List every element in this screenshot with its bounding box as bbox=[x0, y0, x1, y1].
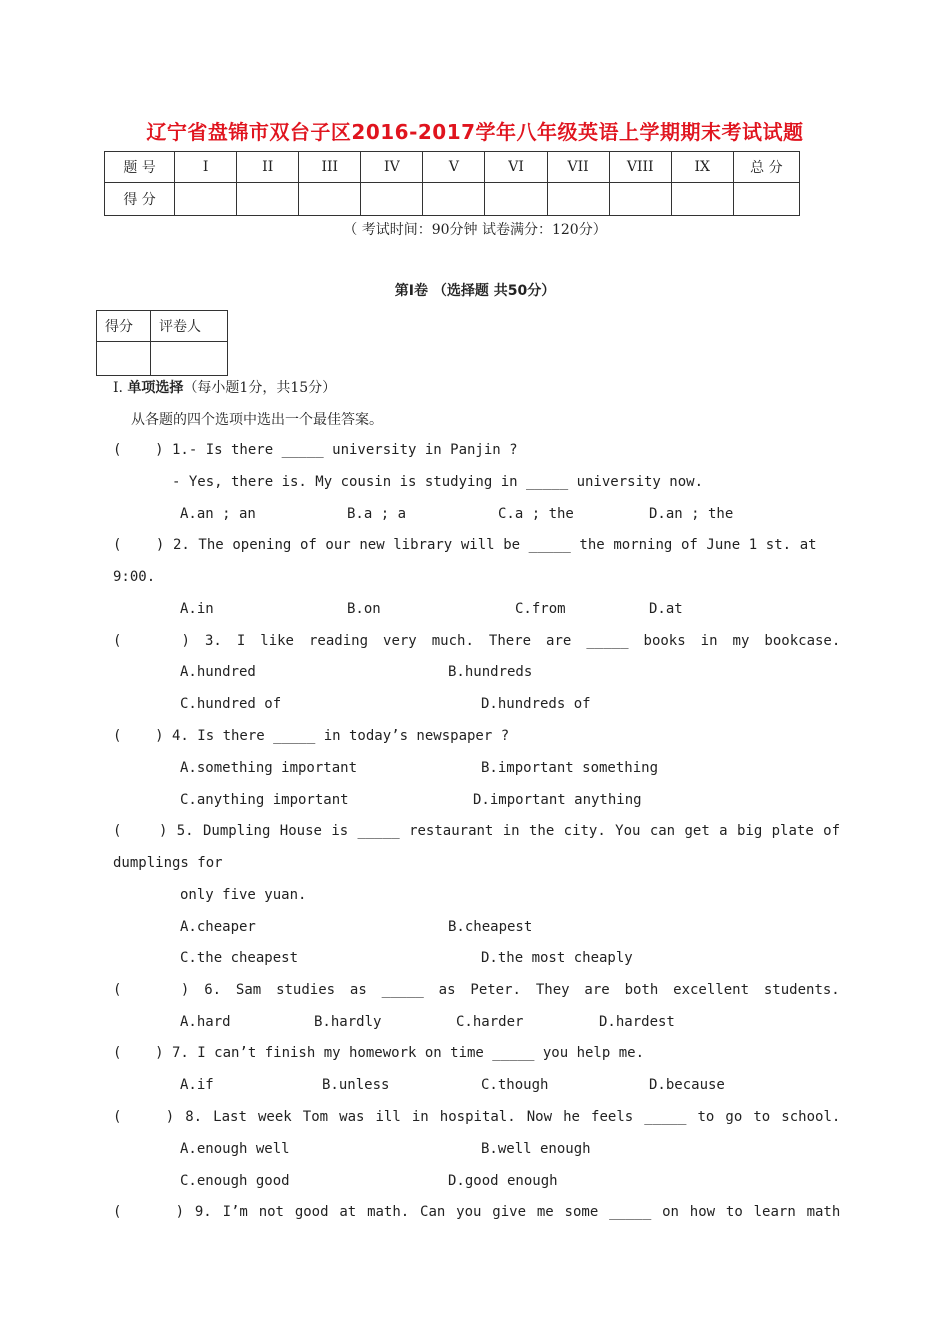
question-4-option-b: B.important something bbox=[481, 760, 659, 776]
question-4-option-a: A.something important bbox=[180, 760, 358, 776]
question-5-option-c: C.the cheapest bbox=[180, 950, 299, 966]
question-7-option-b: B.unless bbox=[322, 1077, 390, 1093]
section-instruction: 从各题的四个选项中选出一个最佳答案。 bbox=[131, 412, 383, 428]
question-4-line-1: ( ) 4. Is there _____ in today’s newspaper ? bbox=[113, 728, 510, 744]
question-1-option-d: D.an ; the bbox=[649, 506, 734, 522]
score-header-cell: VII bbox=[547, 152, 609, 183]
section-name: 单项选择 bbox=[127, 380, 184, 396]
question-6-option-c: C.harder bbox=[456, 1014, 524, 1030]
score-header-cell: II bbox=[237, 152, 299, 183]
question-9-line-1: ( ) 9. I’m not good at math. Can you give me some _____ on how to learn math bbox=[113, 1204, 841, 1220]
question-7-line-1: ( ) 7. I can’t finish my homework on time _____ you help me. bbox=[113, 1045, 645, 1061]
question-5-line-2: dumplings for bbox=[113, 855, 223, 871]
question-1-option-a: A.an ; an bbox=[180, 506, 256, 522]
volume-title: 第Ⅰ卷 （选择题 共50分） bbox=[394, 283, 556, 299]
question-3-option-c: C.hundred of bbox=[180, 696, 282, 712]
question-6-option-d: D.hardest bbox=[599, 1014, 675, 1030]
question-7-option-c: C.though bbox=[481, 1077, 549, 1093]
score-header-cell: IX bbox=[671, 152, 733, 183]
grader-score-cell bbox=[97, 342, 151, 376]
question-8-option-c: C.enough good bbox=[180, 1173, 290, 1189]
question-3-option-a: A.hundred bbox=[180, 664, 256, 680]
score-cell bbox=[609, 183, 671, 216]
question-3-line-1: ( ) 3. I like reading very much. There are _____ books in my bookcase. bbox=[113, 633, 841, 649]
score-table bbox=[104, 151, 800, 216]
question-7-option-d: D.because bbox=[649, 1077, 725, 1093]
question-2-option-a: A.in bbox=[180, 601, 214, 617]
question-3-option-b: B.hundreds bbox=[448, 664, 533, 680]
question-2-option-c: C.from bbox=[515, 601, 566, 617]
question-1-option-b: B.a ; a bbox=[347, 506, 407, 522]
document-title: 辽宁省盘锦市双台子区2016-2017学年八年级英语上学期期末考试试题 bbox=[146, 120, 804, 144]
score-header-cell: IV bbox=[361, 152, 423, 183]
question-4-option-c: C.anything important bbox=[180, 792, 349, 808]
grader-name-label: 评卷人 bbox=[151, 311, 228, 342]
question-8-line-1: ( ) 8. Last week Tom was ill in hospital. Now he feels _____ to go to school. bbox=[113, 1109, 841, 1125]
exam-time-info: （ 考试时间：90分钟 试卷满分：120分） bbox=[343, 222, 607, 238]
score-cell bbox=[237, 183, 299, 216]
question-5-line-1: ( ) 5. Dumpling House is _____ restaurant in the city. You can get a big plate of bbox=[113, 823, 841, 839]
question-8-option-d: D.good enough bbox=[448, 1173, 558, 1189]
score-cell bbox=[547, 183, 609, 216]
question-8-option-a: A.enough well bbox=[180, 1141, 290, 1157]
score-cell bbox=[299, 183, 361, 216]
question-1-line-2: - Yes, there is. My cousin is studying in _____ university now. bbox=[172, 474, 704, 490]
score-cell bbox=[175, 183, 237, 216]
score-cell bbox=[361, 183, 423, 216]
question-3-option-d: D.hundreds of bbox=[481, 696, 591, 712]
score-cell bbox=[733, 183, 799, 216]
score-header-cell: V bbox=[423, 152, 485, 183]
grader-score-label: 得分 bbox=[97, 311, 151, 342]
score-cell bbox=[671, 183, 733, 216]
section-number: I. bbox=[113, 380, 123, 396]
question-2-line-1: ( ) 2. The opening of our new library will be _____ the morning of June 1 st. at bbox=[113, 537, 817, 553]
score-header-cell: VIII bbox=[609, 152, 671, 183]
score-cell bbox=[485, 183, 547, 216]
question-1-line-1: ( ) 1.- Is there _____ university in Panjin ? bbox=[113, 442, 518, 458]
section-points: （每小题1分，共15分） bbox=[183, 380, 337, 396]
section-heading bbox=[113, 377, 336, 397]
grader-name-cell bbox=[151, 342, 228, 376]
question-2-option-d: D.at bbox=[649, 601, 683, 617]
question-2-option-b: B.on bbox=[347, 601, 381, 617]
question-5-option-b: B.cheapest bbox=[448, 919, 533, 935]
score-cell bbox=[423, 183, 485, 216]
score-header-cell: I bbox=[175, 152, 237, 183]
question-1-option-c: C.a ; the bbox=[498, 506, 574, 522]
question-5-line-3: only five yuan. bbox=[180, 887, 307, 903]
score-header-cell: 总 分 bbox=[733, 152, 799, 183]
question-4-option-d: D.important anything bbox=[473, 792, 642, 808]
score-row-label: 得 分 bbox=[105, 183, 175, 216]
question-5-option-a: A.cheaper bbox=[180, 919, 256, 935]
question-2-line-2: 9:00. bbox=[113, 569, 156, 585]
question-6-option-a: A.hard bbox=[180, 1014, 231, 1030]
question-8-option-b: B.well enough bbox=[481, 1141, 591, 1157]
question-6-line-1: ( ) 6. Sam studies as _____ as Peter. They are both excellent students. bbox=[113, 982, 840, 998]
question-7-option-a: A.if bbox=[180, 1077, 214, 1093]
question-5-option-d: D.the most cheaply bbox=[481, 950, 633, 966]
score-header-cell: 题 号 bbox=[105, 152, 175, 183]
question-6-option-b: B.hardly bbox=[314, 1014, 382, 1030]
score-header-cell: III bbox=[299, 152, 361, 183]
score-header-cell: VI bbox=[485, 152, 547, 183]
grader-table bbox=[96, 310, 228, 376]
